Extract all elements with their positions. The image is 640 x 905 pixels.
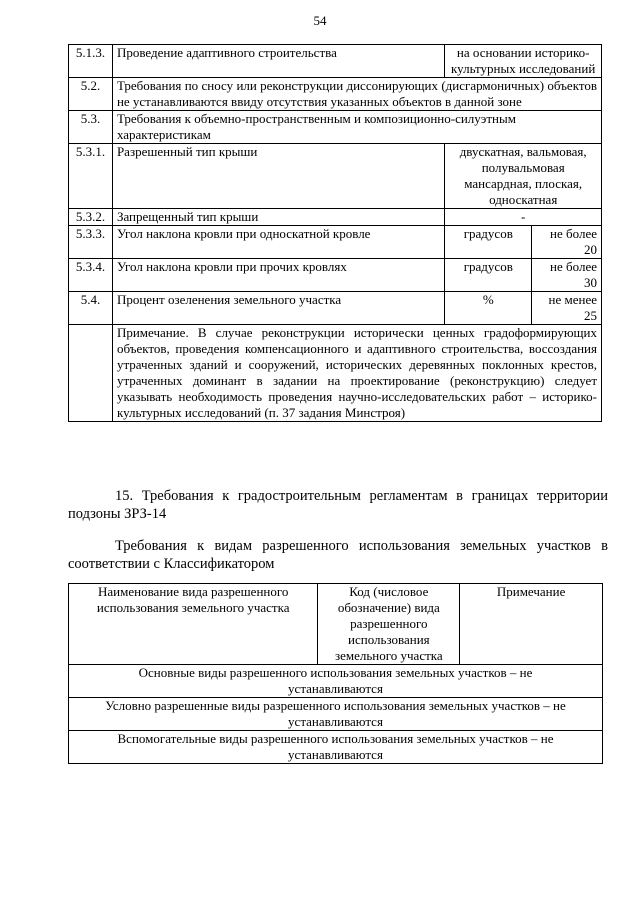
row-number-empty <box>69 325 113 422</box>
table-row <box>69 226 602 259</box>
table-note: Примечание. В случае реконструкции исторически ценных градоформирующих объектов, проведения компенсационного и адаптивного строительства, воссоздания утраченных зданий и сооружений, исторических деревянных поклонных крестов, утраченных доминант в задании на проектирование (реконструкцию) следует указывать необходимость проведения научно-исследовательских работ – историко-культурных исследований (п. 37 задания Минстроя) <box>112 325 601 422</box>
requirements-text: Требования к видам разрешенного использования земельных участков в соответствии с Классификатором <box>68 538 608 572</box>
table-row <box>69 698 603 731</box>
table-row <box>69 111 602 144</box>
row-name: Разрешенный тип крыши <box>112 144 444 209</box>
table-row <box>69 292 602 325</box>
table-row <box>69 45 602 78</box>
auxiliary-uses-row: Вспомогательные виды разрешенного использования земельных участков – не устанавливаются <box>69 731 603 764</box>
row-number: 5.3.4. <box>69 259 113 292</box>
row-number: 5.3.1. <box>69 144 113 209</box>
row-limit: не более 20 <box>532 226 602 259</box>
land-use-table <box>68 583 603 764</box>
row-limit: не более 30 <box>532 259 602 292</box>
row-name: Запрещенный тип крыши <box>112 209 444 226</box>
row-number: 5.3.3. <box>69 226 113 259</box>
header-note: Примечание <box>460 584 603 665</box>
row-number: 5.4. <box>69 292 113 325</box>
row-limit: не менее 25 <box>532 292 602 325</box>
row-value: - <box>445 209 602 226</box>
table-row <box>69 731 603 764</box>
row-name: Угол наклона кровли при прочих кровлях <box>112 259 444 292</box>
row-number: 5.2. <box>69 78 113 111</box>
table-row <box>69 325 602 422</box>
row-number: 5.3.2. <box>69 209 113 226</box>
section-15-heading: 15. Требования к градостроительным регламентам в границах территории подзоны ЗРЗ-14 <box>68 488 608 522</box>
row-unit: градусов <box>445 259 532 292</box>
table-row <box>69 78 602 111</box>
row-name: Угол наклона кровли при односкатной кровле <box>112 226 444 259</box>
table-row <box>69 259 602 292</box>
row-name: Процент озеленения земельного участка <box>112 292 444 325</box>
row-value: на основании историко-культурных исследований <box>445 45 602 78</box>
row-name: Требования к объемно-пространственным и композиционно-силуэтным характеристикам <box>112 111 601 144</box>
table-row <box>69 209 602 226</box>
row-name: Проведение адаптивного строительства <box>112 45 444 78</box>
table-row <box>69 665 603 698</box>
row-value: двускатная, вальмовая, полувальмовая мансардная, плоская, односкатная <box>445 144 602 209</box>
table-row <box>69 144 602 209</box>
page-number: 54 <box>313 13 327 28</box>
header-name: Наименование вида разрешенного использования земельного участка <box>69 584 318 665</box>
table-header-row <box>69 584 603 665</box>
header-code: Код (числовое обозначение) вида разрешенного использования земельного участка <box>318 584 460 665</box>
row-name: Требования по сносу или реконструкции диссонирующих (дисгармоничных) объектов не устанавливаются ввиду отсутствия указанных объектов в данной зоне <box>112 78 601 111</box>
regulations-table <box>68 44 602 422</box>
row-number: 5.3. <box>69 111 113 144</box>
main-uses-row: Основные виды разрешенного использования земельных участков – не устанавливаются <box>69 665 603 698</box>
row-unit: % <box>445 292 532 325</box>
conditional-uses-row: Условно разрешенные виды разрешенного использования земельных участков – не устанавливаются <box>69 698 603 731</box>
row-unit: градусов <box>445 226 532 259</box>
row-number: 5.1.3. <box>69 45 113 78</box>
